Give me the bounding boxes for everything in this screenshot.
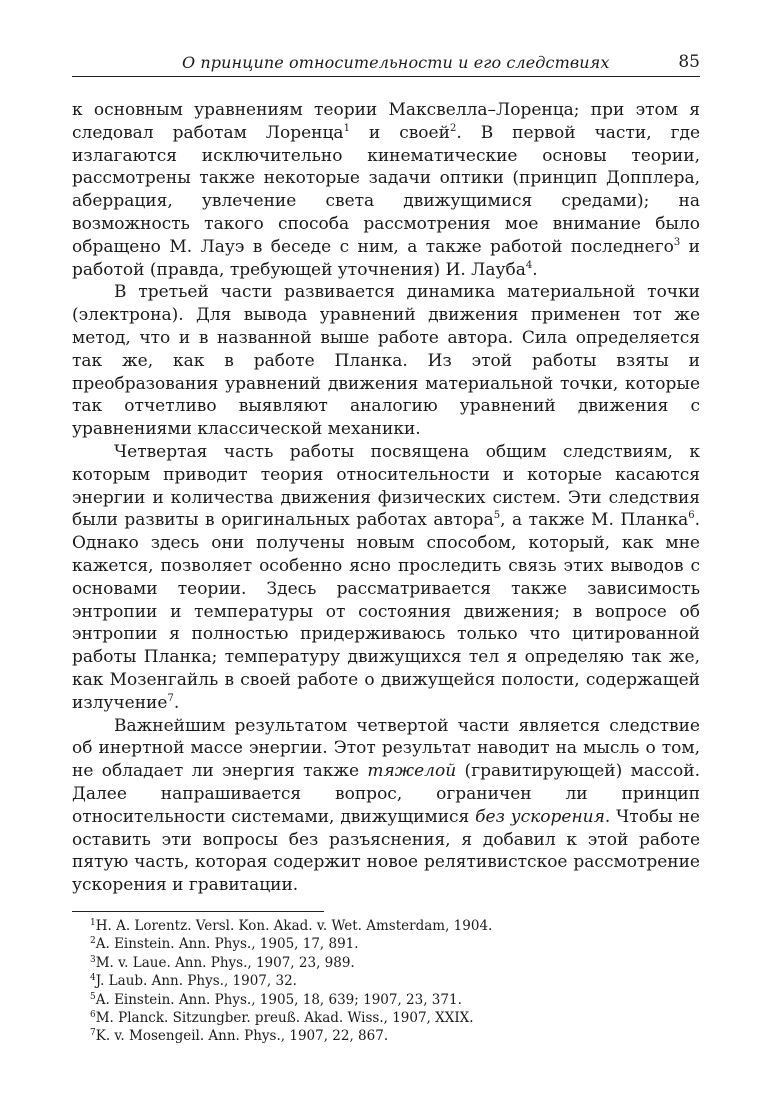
footnote [90, 1027, 700, 1045]
paragraph-text: и работой (правда, требующей уточнения) И. Лауба [72, 236, 700, 280]
footnote-reference: 2 [449, 122, 457, 134]
footnote-mark: 4 [90, 973, 96, 984]
footnotes [72, 917, 700, 1046]
paragraph-text: . Чтобы не оставить эти вопросы без разъяснения, я добавил к этой работе пятую часть, которая содержит новое релятивистское рассмотрение ускорения и гравитации. [72, 806, 700, 896]
paragraph-text: В третьей части развивается динамика материальной точки (электрона). Для вывода уравнений движения применен тот же метод, что и в названной выше работе автора. Сила определяется так же, как в работе Планка. Из этой работы взяты и преобразования уравнений движения материальной точки, которые так отчетливо выявляют аналогию уравнений движения с уравнениями классической механики. [72, 282, 700, 440]
paragraph-text: , а также М. Планка [500, 510, 689, 531]
paragraph-text: и своей [349, 122, 450, 143]
footnote-mark: 6 [90, 1009, 96, 1020]
paragraph [72, 281, 700, 441]
footnote-reference: 3 [673, 236, 681, 248]
footnote-text: A. Einstein. Ann. Phys., 1905, 18, 639; 1907, 23, 371. [95, 991, 462, 1008]
footnote-rule [72, 911, 324, 912]
footnote [90, 972, 700, 990]
footnote [90, 935, 700, 953]
footnote-mark: 3 [90, 954, 96, 965]
emphasized-text: без ускорения [475, 806, 605, 827]
footnote [90, 1009, 700, 1027]
running-header [72, 50, 700, 77]
footnote-text: M. Planck. Sitzungber. preuß. Akad. Wiss., 1907, XXIX. [95, 1009, 474, 1026]
footnote-text: M. v. Laue. Ann. Phys., 1907, 23, 989. [95, 954, 355, 971]
paragraph-text: . Однако здесь они получены новым способом, который, как мне кажется, позволяет особенно ясно проследить связь этих выводов с основами теории. Здесь рассматривается также зависимость энтропии и температуры от состояния движения; в вопросе об энтропии я полностью придерживаюсь только что цитированной работы Планка; температуру движущихся тел я определяю так же, как Мозенгайль в своей работе о движущейся полости, содержащей излучение [72, 510, 700, 713]
footnote-mark: 5 [90, 991, 96, 1002]
footnote [90, 917, 700, 935]
paragraph-text: . В первой части, где излагаются исключительно кинематические основы теории, рассмотрены также некоторые задачи оптики (принцип Допплера, аберрация, увлечение света движущимися средами); на возможность такого способа рассмотрения мое внимание было обращено М. Лауэ в беседе с ним, а также работой последнего [72, 122, 701, 257]
paragraph-text: Четвертая часть работы посвящена общим следствиям, к которым приводит теория относительности и которые касаются энергии и количества движения физических систем. Эти следствия были развиты в оригинальных работах автора [72, 441, 700, 531]
paragraph-text: (гравитирующей) массой. Далее напрашивается вопрос, ограничен ли принцип относительности системами, движущимися [72, 761, 700, 827]
footnote [90, 954, 700, 972]
paragraph-text: . [173, 692, 180, 713]
footnote [90, 991, 700, 1009]
footnote-mark: 1 [90, 917, 96, 928]
paragraph-text: Важнейшим результатом четвертой части является следствие об инертной массе энергии. Этот результат наводит на мысль о том, не обладает ли энергия также [72, 715, 700, 782]
emphasized-text: тяжелой [367, 761, 457, 782]
page-number: 85 [678, 52, 700, 72]
footnote-text: A. Einstein. Ann. Phys., 1905, 17, 891. [95, 936, 359, 953]
paragraph-text: . [532, 259, 538, 280]
footnote-reference: 4 [525, 259, 533, 271]
paragraph [72, 441, 700, 715]
running-title: О принципе относительности и его следствиях [182, 53, 610, 72]
footnote-mark: 2 [90, 936, 96, 947]
footnote-reference: 7 [167, 692, 174, 704]
footnote-reference: 6 [688, 510, 695, 522]
paragraph [72, 99, 700, 281]
footnote-text: K. v. Mosengeil. Ann. Phys., 1907, 22, 867. [95, 1028, 389, 1045]
body-text [72, 99, 700, 897]
footnote-mark: 7 [90, 1028, 96, 1039]
footnote-reference: 5 [493, 510, 501, 522]
paragraph-text: к основным уравнениям теории Максвелла–Лоренца; при этом я следовал работам Лоренца [72, 100, 700, 143]
footnote-text: J. Laub. Ann. Phys., 1907, 32. [95, 973, 297, 990]
footnote-text: H. A. Lorentz. Versl. Kon. Akad. v. Wet. Amsterdam, 1904. [95, 917, 493, 934]
paragraph [72, 715, 700, 897]
footnote-reference: 1 [343, 122, 350, 134]
book-page [72, 50, 700, 1046]
